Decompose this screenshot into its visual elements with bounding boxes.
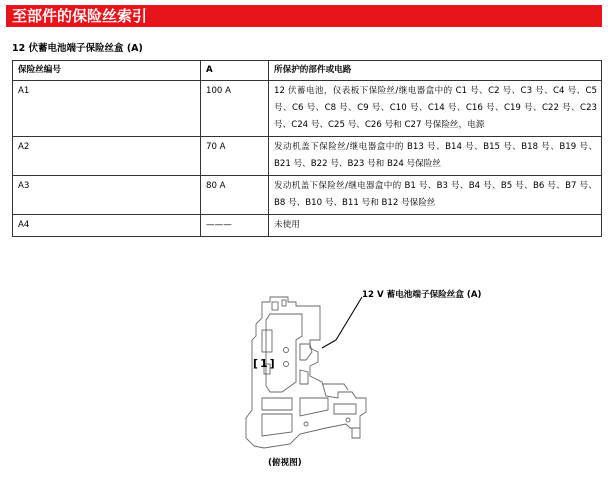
fuse-number-cell: A1 bbox=[13, 81, 201, 137]
amperage-cell: 70 A bbox=[201, 137, 269, 176]
fuse-number-cell: A3 bbox=[13, 176, 201, 215]
header-protected-circuit: 所保护的部件或电路 bbox=[269, 61, 602, 81]
page-title: 至部件的保险丝索引 bbox=[6, 5, 602, 27]
fuse-number-cell: A2 bbox=[13, 137, 201, 176]
circuit-cell: 发动机盖下保险丝/继电器盒中的 B1 号、B3 号、B4 号、B5 号、B6 号、B7 号、B8 号、B10 号、B11 号和 B12 号保险丝 bbox=[269, 176, 602, 215]
fuse-marker-label: [1] bbox=[253, 357, 277, 370]
diagram-callout-label: 12 V 蓄电池端子保险丝盒 (A) bbox=[362, 290, 482, 300]
amperage-cell: ——— bbox=[201, 215, 269, 237]
circuit-cell: 未使用 bbox=[269, 215, 602, 237]
circuit-cell: 发动机盖下保险丝/继电器盒中的 B13 号、B14 号、B15 号、B18 号、B19 号、B21 号、B22 号、B23 号和 B24 号保险丝 bbox=[269, 137, 602, 176]
amperage-cell: 100 A bbox=[201, 81, 269, 137]
circuit-cell: 12 伏蓄电池，仪表板下保险丝/继电器盒中的 C1 号、C2 号、C3 号、C4 号、C5 号、C6 号、C8 号、C9 号、C10 号、C14 号、C16 号、C19 号、C22 号、C23 号、C24 号、C25 号、C26 号和 C27 号保险丝，电源 bbox=[269, 81, 602, 137]
header-fuse-number: 保险丝编号 bbox=[13, 61, 201, 81]
header-amperage: A bbox=[201, 61, 269, 81]
amperage-cell: 80 A bbox=[201, 176, 269, 215]
callout-leader-line bbox=[322, 297, 362, 348]
fuse-number-cell: A4 bbox=[13, 215, 201, 237]
diagram-caption: (俯视图) bbox=[268, 458, 302, 468]
section-subtitle: 12 伏蓄电池端子保险丝盒 (A) bbox=[12, 43, 143, 54]
